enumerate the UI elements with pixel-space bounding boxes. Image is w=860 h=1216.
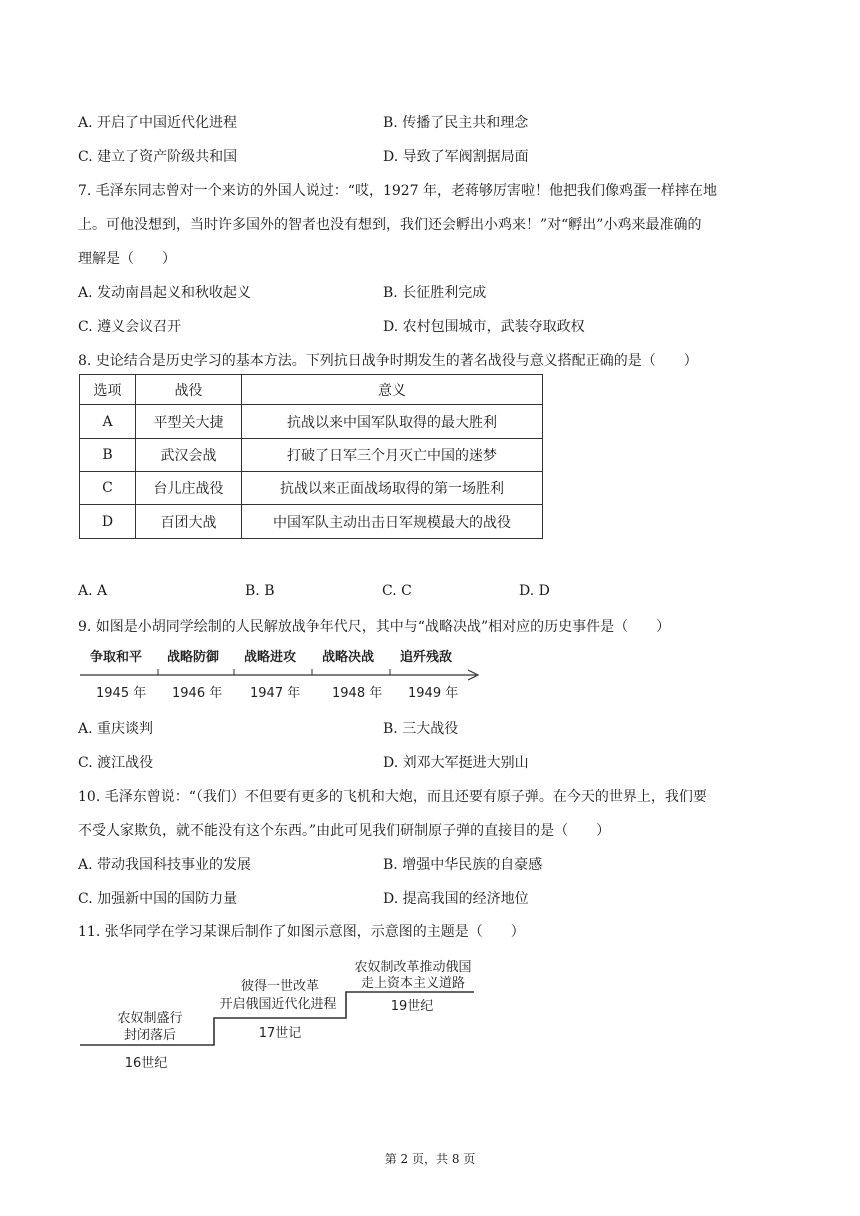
- q6-option-b: B. 传播了民主共和理念: [383, 115, 529, 131]
- timeline-year: 1946 年: [172, 686, 223, 701]
- step3-century: 19世纪: [390, 999, 434, 1014]
- step1-century: 16世纪: [124, 1056, 168, 1071]
- q8-cell: 抗战以来中国军队取得的最大胜利: [242, 405, 543, 439]
- q8-option-a: A. A: [78, 583, 108, 599]
- table-row: [80, 505, 543, 539]
- timeline-label: 战略防御: [167, 650, 220, 665]
- q8-cell: 百团大战: [136, 505, 242, 539]
- q8-table: [79, 374, 543, 539]
- q8-cell: 台儿庄战役: [136, 472, 242, 505]
- q8-option-b: B. B: [245, 583, 275, 599]
- q9-option-a: A. 重庆谈判: [78, 721, 154, 737]
- q8-cell: 中国军队主动出击日军规模最大的战役: [242, 505, 543, 539]
- q9-option-b: B. 三大战役: [383, 721, 459, 737]
- q7-option-d: D. 农村包围城市，武装夺取政权: [383, 319, 585, 335]
- timeline-label: 争取和平: [90, 650, 143, 665]
- q8-header-option: 选项: [80, 375, 136, 405]
- q9-timeline-figure: [76, 644, 496, 706]
- q9-stem: 9. 如图是小胡同学绘制的人民解放战争年代尺，其中与“战略决战”相对应的历史事件是（ ）: [78, 619, 671, 635]
- q7-stem-line-2: 上。可他没想到，当时许多国外的智者也没有想到，我们还会孵出小鸡来！”对“孵出”小鸡来最准确的: [78, 217, 702, 233]
- table-row: [80, 439, 543, 472]
- timeline-label: 战略进攻: [244, 650, 297, 665]
- timeline-year: 1945 年: [96, 686, 147, 701]
- q10-option-c: C. 加强新中国的国防力量: [78, 891, 238, 907]
- q6-option-c: C. 建立了资产阶级共和国: [78, 149, 238, 165]
- q7-option-b: B. 长征胜利完成: [383, 285, 487, 301]
- q8-cell: B: [80, 439, 136, 472]
- timeline-label: 战略决战: [322, 650, 375, 665]
- q8-header-battle: 战役: [136, 375, 242, 405]
- timeline-year: 1949 年: [408, 686, 459, 701]
- q7-option-a: A. 发动南昌起义和秋收起义: [78, 285, 252, 301]
- q8-table-header-row: [80, 375, 543, 405]
- q9-option-d: D. 刘邓大军挺进大别山: [383, 755, 529, 771]
- q10-stem-line-1: 10. 毛泽东曾说：“（我们）不但要有更多的飞机和大炮，而且还要有原子弹。在今天的世界上，我们要: [78, 789, 707, 805]
- q8-cell: C: [80, 472, 136, 505]
- q11-staircase-diagram: [78, 950, 488, 1076]
- q10-option-b: B. 增强中华民族的自豪感: [383, 857, 543, 873]
- q7-stem-line-1: 7. 毛泽东同志曾对一个来访的外国人说过：“哎，1927 年，老蒋够厉害啦！他把我们像鸡蛋一样摔在地: [78, 183, 718, 199]
- step3-text-line-2: 走上资本主义道路: [360, 976, 466, 991]
- timeline-year: 1948 年: [332, 686, 383, 701]
- timeline-label: 追歼残敌: [400, 650, 453, 665]
- q7-option-c: C. 遵义会议召开: [78, 319, 182, 335]
- step2-text-line-1: 彼得一世改革: [240, 979, 320, 994]
- q6-option-d: D. 导致了军阀割据局面: [383, 149, 529, 165]
- q7-stem-line-3: 理解是（ ）: [78, 251, 176, 267]
- q8-option-c: C. C: [382, 583, 412, 599]
- step1-text-line-1: 农奴制盛行: [117, 1011, 183, 1026]
- q6-option-a: A. 开启了中国近代化进程: [78, 115, 238, 131]
- table-row: [80, 472, 543, 505]
- q9-option-c: C. 渡江战役: [78, 755, 154, 771]
- q8-header-significance: 意义: [242, 375, 543, 405]
- q10-option-a: A. 带动我国科技事业的发展: [78, 857, 252, 873]
- q8-cell: D: [80, 505, 136, 539]
- q8-cell: 抗战以来正面战场取得的第一场胜利: [242, 472, 543, 505]
- step2-text-line-2: 开启俄国近代化进程: [219, 997, 337, 1012]
- q8-option-d: D. D: [519, 583, 550, 599]
- q8-cell: 武汉会战: [136, 439, 242, 472]
- q8-cell: 平型关大捷: [136, 405, 242, 439]
- step2-century: 17世记: [258, 1026, 302, 1041]
- q8-stem: 8. 史论结合是历史学习的基本方法。下列抗日战争时期发生的著名战役与意义搭配正确的是（ ）: [78, 353, 698, 369]
- table-row: [80, 405, 543, 439]
- q10-option-d: D. 提高我国的经济地位: [383, 891, 529, 907]
- q8-cell: A: [80, 405, 136, 439]
- q11-stem: 11. 张华同学在学习某课后制作了如图示意图，示意图的主题是（ ）: [78, 924, 525, 940]
- timeline-year: 1947 年: [250, 686, 301, 701]
- step1-text-line-2: 封闭落后: [123, 1028, 177, 1043]
- step3-text-line-1: 农奴制改革推动俄国: [354, 960, 472, 975]
- q10-stem-line-2: 不受人家欺负，就不能没有这个东西。”由此可见我们研制原子弹的直接目的是（ ）: [78, 823, 611, 839]
- page-footer: 第 2 页，共 8 页: [384, 1152, 476, 1166]
- q8-cell: 打破了日军三个月灭亡中国的迷梦: [242, 439, 543, 472]
